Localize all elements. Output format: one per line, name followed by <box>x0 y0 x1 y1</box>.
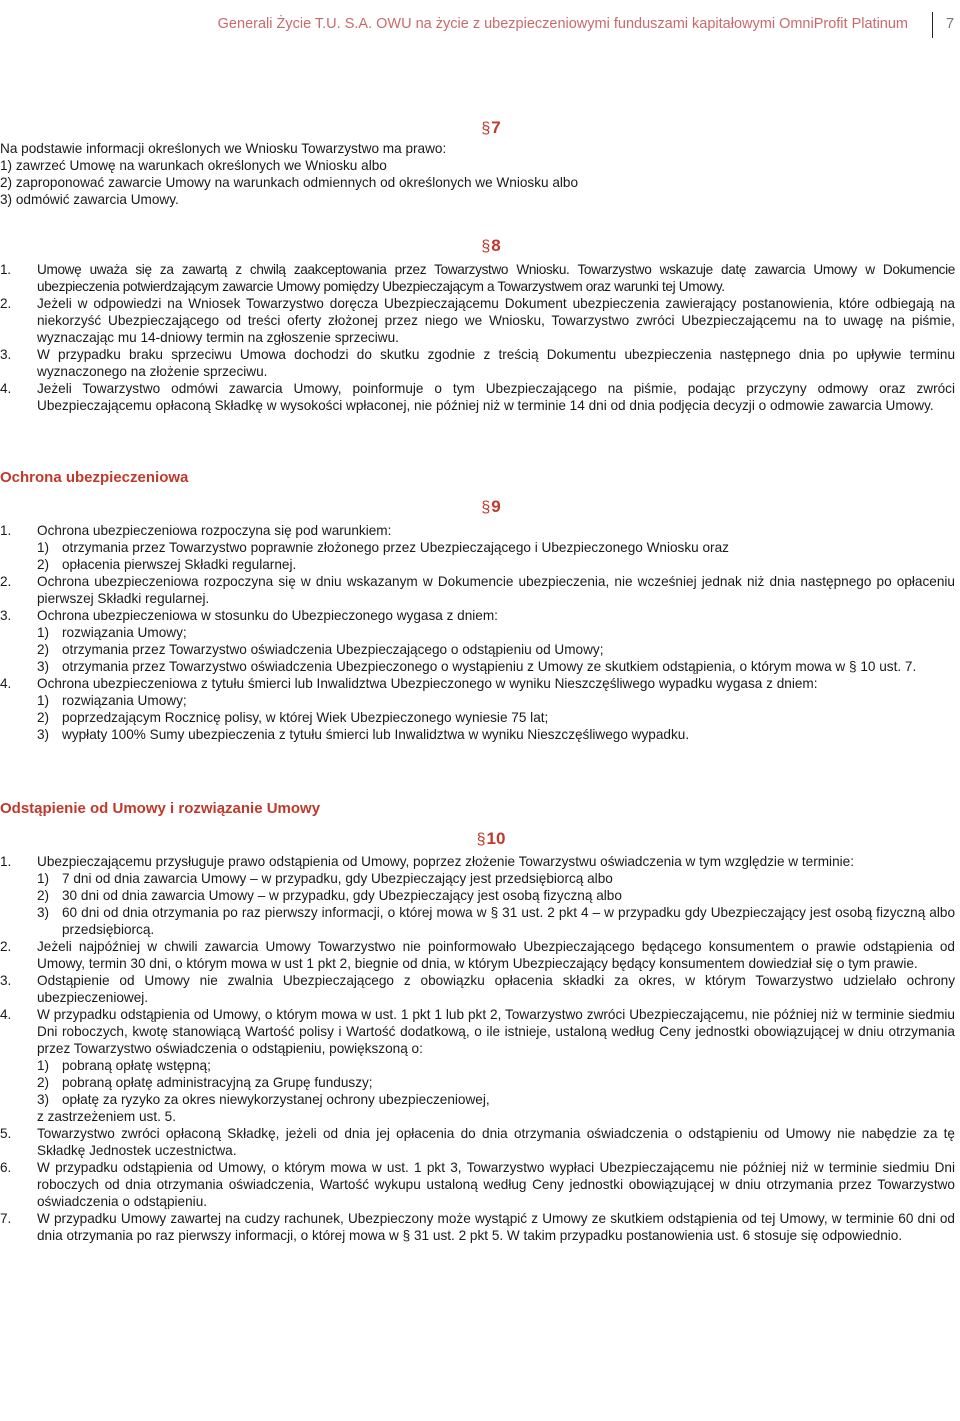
list-item: 3) odmówić zawarcia Umowy. <box>0 192 179 207</box>
list-item: 3. Ochrona ubezpieczeniowa w stosunku do Ubezpieczonego wygasa z dniem: <box>0 608 498 623</box>
paragraph-10-heading: §10 <box>476 829 506 848</box>
page-header <box>0 12 960 38</box>
paragraph-7-heading: §7 <box>481 118 501 137</box>
list-subitem: 3) otrzymania przez Towarzystwo oświadczenia Ubezpieczonego o wystąpieniu z Umowy ze skutkiem odstąpienia, o którym mowa w § 10 ust. 7. <box>37 659 917 674</box>
header-title: Generali Życie T.U. S.A. OWU na życie z ubezpieczeniowymi funduszami kapitałowymi OmniProfit Platinum <box>217 16 908 32</box>
paragraph-8-body <box>0 261 955 414</box>
section-title-ochrona: Ochrona ubezpieczeniowa <box>0 469 189 486</box>
list-item: 1. Umowę uważa się za zawartą z chwilą zaakceptowania przez Towarzystwo Wniosku. Towarzystwo wskazuje datę zawarcia Umowy w Dokumencie ubezpieczenia potwierdzającym zawarcie Umowy pomiędzy Ubezpieczającym a Towarzystwem oraz warunki tej Umowy. <box>0 262 955 294</box>
list-item: 4. W przypadku odstąpienia od Umowy, o którym mowa w ust. 1 pkt 1 lub pkt 2, Towarzystwo zwróci Ubezpieczającemu, nie później niż w terminie siedmiu Dni roboczych, kwotę stanowiącą Wartość polisy i Wartość dodatkową, o ile istnieje, ustaloną według Ceny jednostki obowiązującej w dniu otrzymania przez Towarzystwo oświadczenia o odstąpieniu, powiększoną o: <box>0 1007 955 1056</box>
list-item: 6. W przypadku odstąpienia od Umowy, o którym mowa w ust. 1 pkt 3, Towarzystwo wypłaci Ubezpieczającemu nie później niż w terminie siedmiu Dni roboczych od dnia otrzymania oświadczenia, Wartość wykupu ustaloną według Ceny jednostki obowiązującej w dniu otrzymania przez Towarzystwo oświadczenia o odstąpieniu. <box>0 1160 955 1209</box>
list-item: 4. Ochrona ubezpieczeniowa z tytułu śmierci lub Inwalidztwa Ubezpieczonego w wyniku Nieszczęśliwego wypadku wygasa z dniem: <box>0 676 818 691</box>
list-item: 4. Jeżeli Towarzystwo odmówi zawarcia Umowy, poinformuje o tym Ubezpieczającego na piśmie, podając przyczyny odmowy oraz zwróci Ubezpieczającemu opłaconą Składkę w wysokości wpłaconej, nie później niż w terminie 14 dni od dnia podjęcia decyzji o odmowie zawarcia Umowy. <box>0 381 955 413</box>
list-item: 3. W przypadku braku sprzeciwu Umowa dochodzi do skutku zgodnie z treścią Dokumentu ubezpieczenia następnego dnia po upływie terminu wyznaczonego na złożenie sprzeciwu. <box>0 347 955 379</box>
list-subitem: 1) rozwiązania Umowy; <box>37 625 187 640</box>
list-subitem: 1) otrzymania przez Towarzystwo poprawnie złożonego przez Ubezpieczającego i Ubezpieczonego Wniosku oraz <box>37 540 729 555</box>
list-item: 7. W przypadku Umowy zawartej na cudzy rachunek, Ubezpieczony może wystąpić z Umowy ze skutkiem odstąpienia od tej Umowy, w terminie 60 dni od dnia otrzymania po raz pierwszy informacji, o której mowa w § 31 ust. 2 pkt 5. W takim przypadku postanowienia ust. 6 stosuje się odpowiednio. <box>0 1211 955 1243</box>
list-subitem: 2) poprzedzającym Rocznicę polisy, w której Wiek Ubezpieczonego wyniesie 75 lat; <box>37 710 549 725</box>
list-item: 1) zawrzeć Umowę na warunkach określonych we Wniosku albo <box>0 158 387 173</box>
list-subitem: 1) rozwiązania Umowy; <box>37 693 187 708</box>
list-item: 2. Ochrona ubezpieczeniowa rozpoczyna się w dniu wskazanym w Dokumencie ubezpieczenia, nie wcześniej jednak niż dnia następnego po opłaceniu pierwszej Składki regularnej. <box>0 574 955 606</box>
paragraph-9-heading: §9 <box>481 497 501 516</box>
paragraph-8-heading: §8 <box>481 236 501 255</box>
list-subitem: 2) opłacenia pierwszej Składki regularnej. <box>37 557 297 572</box>
list-item: 2. Jeżeli najpóźniej w chwili zawarcia Umowy Towarzystwo nie poinformowało Ubezpieczającego będącego konsumentem o prawie odstąpienia od Umowy, termin 30 dni, o którym mowa w ust 1 pkt 2, biegnie od dnia, w którym Ubezpieczający będący konsumentem dowiedział się o tym prawie. <box>0 939 955 971</box>
page-number: 7 <box>946 16 955 32</box>
list-subitem: 3) wypłaty 100% Sumy ubezpieczenia z tytułu śmierci lub Inwalidztwa w wyniku Nieszczęśliwego wypadku. <box>37 727 690 742</box>
section-title-odstapienie: Odstąpienie od Umowy i rozwiązanie Umowy <box>0 800 321 817</box>
list-subitem: 2) otrzymania przez Towarzystwo oświadczenia Ubezpieczającego o odstąpieniu od Umowy; <box>37 642 604 657</box>
list-item-continuation: z zastrzeżeniem ust. 5. <box>37 1109 177 1124</box>
paragraph-9-body <box>0 522 955 743</box>
header-divider <box>932 12 933 38</box>
list-item: 2. Jeżeli w odpowiedzi na Wniosek Towarzystwo doręcza Ubezpieczającemu Dokument ubezpieczenia zawierający postanowienia, które odbiegają na niekorzyść Ubezpieczającego od treści oferty złożonej przez niego we Wniosku, Towarzystwo zwróci Ubezpieczającemu na to uwagę na piśmie, wyznaczając mu 14-dniowy termin na zgłoszenie sprzeciwu. <box>0 296 955 345</box>
list-subitem: 2) 30 dni od dnia zawarcia Umowy – w przypadku, gdy Ubezpieczający jest osobą fizyczną albo <box>37 888 622 903</box>
list-subitem: 3) 60 dni od dnia otrzymania po raz pierwszy informacji, o której mowa w § 31 ust. 2 pkt 4 – w przypadku gdy Ubezpieczający jest osobą fizyczną albo przedsiębiorcą. <box>37 905 955 937</box>
list-item: 1. Ubezpieczającemu przysługuje prawo odstąpienia od Umowy, poprzez złożenie Towarzystwu oświadczenia w tym względzie w terminie: <box>0 854 854 869</box>
paragraph-7-body <box>0 140 955 208</box>
list-subitem: 2) pobraną opłatę administracyjną za Grupę funduszy; <box>37 1075 373 1090</box>
list-subitem: 1) pobraną opłatę wstępną; <box>37 1058 211 1073</box>
list-subitem: 1) 7 dni od dnia zawarcia Umowy – w przypadku, gdy Ubezpieczający jest przedsiębiorcą albo <box>37 871 613 886</box>
list-item: 1. Ochrona ubezpieczeniowa rozpoczyna się pod warunkiem: <box>0 523 392 538</box>
list-subitem: 3) opłatę za ryzyko za okres niewykorzystanej ochrony ubezpieczeniowej, <box>37 1092 490 1107</box>
list-item: 3. Odstąpienie od Umowy nie zwalnia Ubezpieczającego z obowiązku opłacenia składki za okres, w którym Towarzystwo udzielało ochrony ubezpieczeniowej. <box>0 973 955 1005</box>
paragraph-7-intro: Na podstawie informacji określonych we Wniosku Towarzystwo ma prawo: <box>0 141 447 156</box>
paragraph-10-body <box>0 853 955 1244</box>
list-item: 5. Towarzystwo zwróci opłaconą Składkę, jeżeli od dnia jej opłacenia do dnia otrzymania oświadczenia o odstąpieniu od Umowy nie nabędzie za tę Składkę Jednostek uczestnictwa. <box>0 1126 955 1158</box>
list-item: 2) zaproponować zawarcie Umowy na warunkach odmiennych od określonych we Wniosku albo <box>0 175 579 190</box>
